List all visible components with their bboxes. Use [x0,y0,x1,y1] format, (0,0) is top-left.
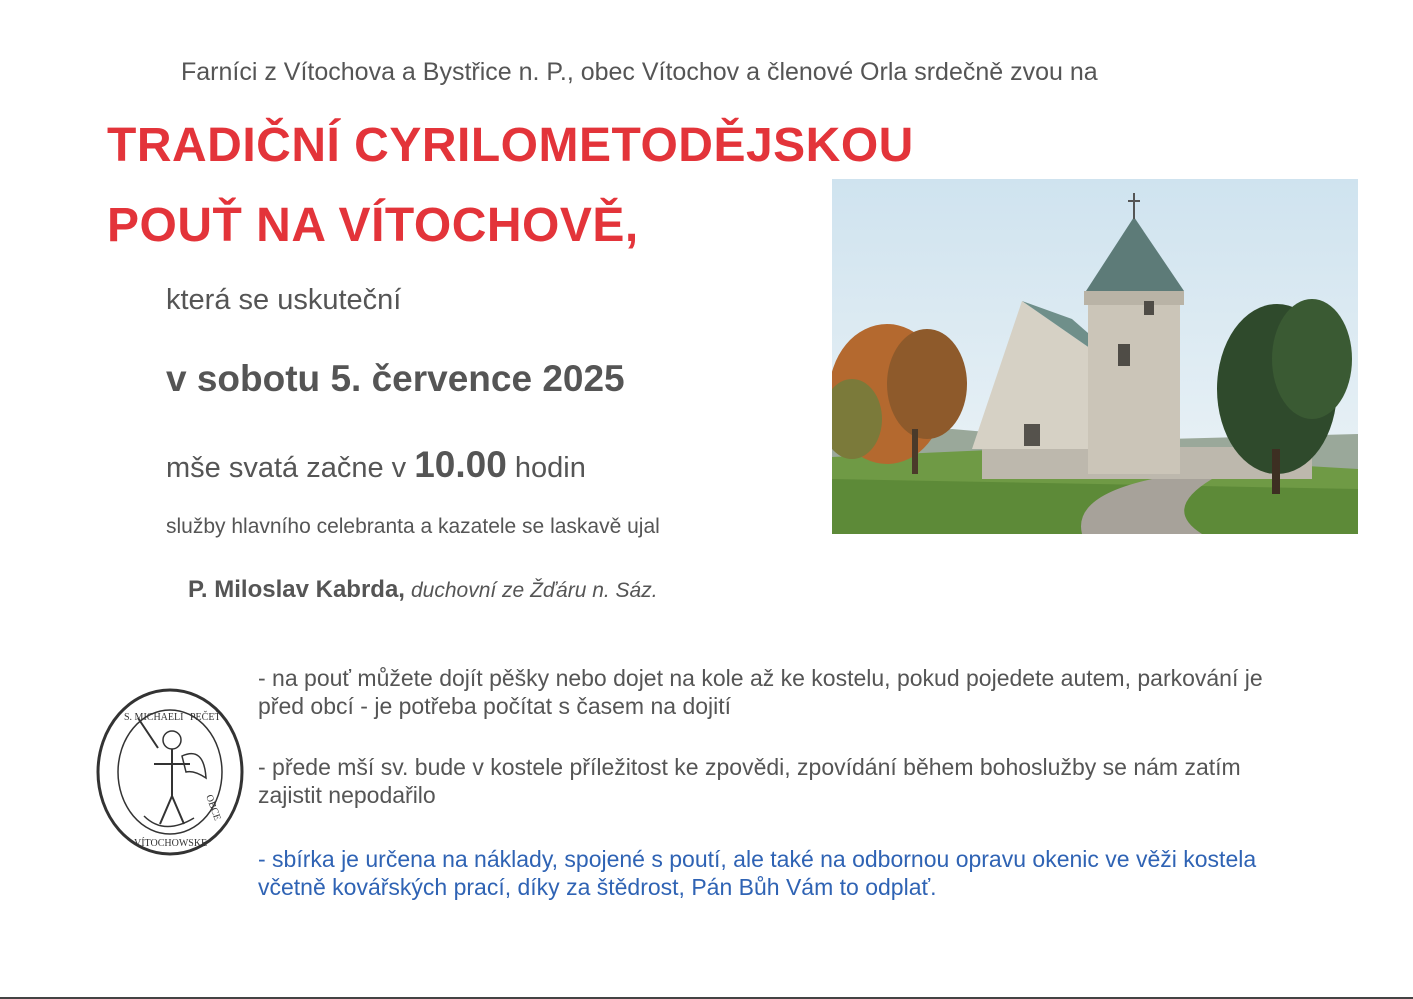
priest-role: duchovní ze Žďáru n. Sáz. [410,579,658,602]
svg-text:S. MICHAELI: S. MICHAELI [124,712,184,723]
svg-text:OBCE: OBCE [203,793,223,823]
municipal-seal [94,686,246,858]
note-parking: - na pouť můžete dojít pěšky nebo dojet na kole až ke kostelu, pokud pojedete autem, parkování je před obcí - je potřeba počítat s časem na dojití [258,665,1263,719]
svg-text:VÍTOCHOWSKE: VÍTOCHOWSKE [134,838,208,849]
services-line: služby hlavního celebranta a kazatele se laskavě ujal [166,515,660,538]
note-confession: - přede mší sv. bude v kostele příležitost ke zpovědi, zpovídání během bohoslužby se nám zatím zajistit nepodařilo [258,754,1241,808]
mass-prefix: mše svatá začne v [166,452,415,484]
svg-text:PEČEŤ: PEČEŤ [190,712,221,723]
note-collection: - sbírka je určena na náklady, spojené s poutí, ale také na odbornou opravu okenic ve věži kostela včetně kovářských prací, díky za štědrost, Pán Bůh Vám to odplať. [258,846,1257,900]
mass-time-line [166,444,586,486]
invitation-intro: Farníci z Vítochova a Bystřice n. P., obec Vítochov a členové Orla srdečně zvou na [181,58,1098,86]
title-line-1: TRADIČNÍ CYRILOMETODĚJSKOU [107,119,914,172]
priest-name: P. Miloslav Kabrda, [188,576,405,603]
mass-time: 10.00 [414,444,507,485]
mass-suffix: hodin [506,452,586,484]
priest-line [188,576,658,604]
church-photo [832,179,1358,534]
event-intro: která se uskuteční [166,284,402,316]
event-date: v sobotu 5. července 2025 [166,358,625,399]
title-line-2: POUŤ NA VÍTOCHOVĚ, [107,199,639,252]
